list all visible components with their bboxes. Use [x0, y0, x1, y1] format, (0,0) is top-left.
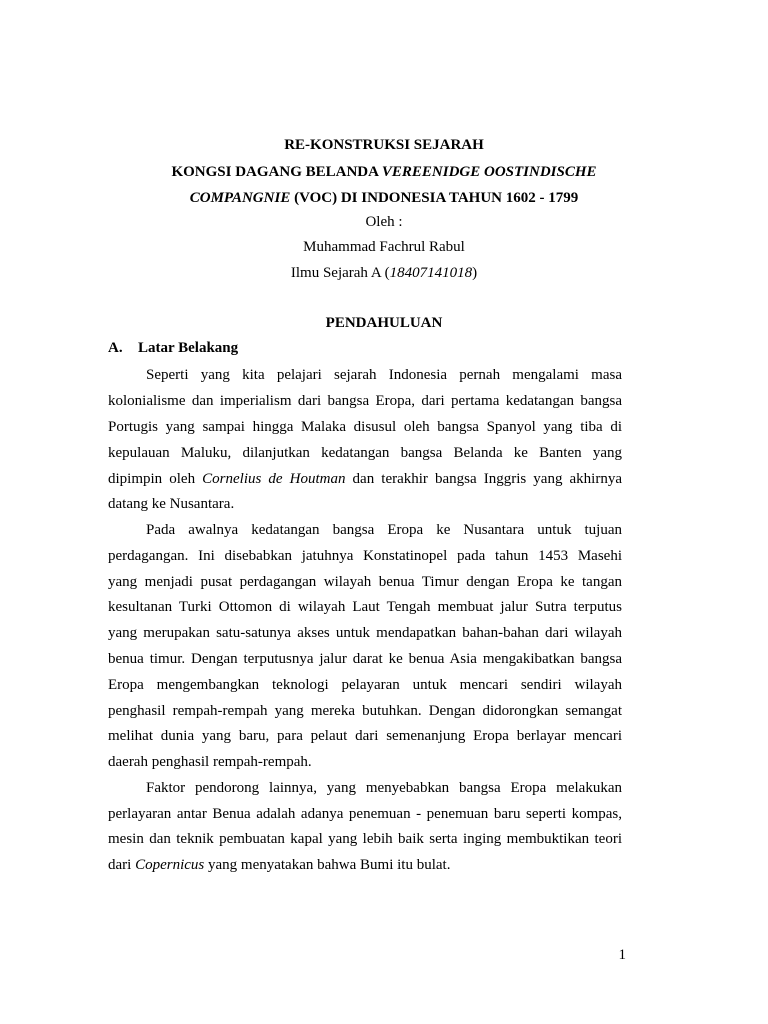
title-line-2 — [0, 163, 768, 181]
title-text: (VOC) DI INDONESIA TAHUN 1602 - 1799 — [290, 190, 579, 206]
body-text: dan terakhir bangsa Inggris yang akhirnya — [345, 471, 622, 487]
program-line — [0, 264, 768, 282]
title-line-1 — [0, 136, 768, 154]
paragraph-1-line: kepulauan Maluku, dilanjutkan kedatangan bangsa Belanda ke Banten yang — [108, 445, 622, 461]
paragraph-1-line: Seperti yang kita pelajari sejarah Indonesia pernah mengalami masa — [146, 367, 622, 383]
paragraph-2-line: penghasil rempah-rempah yang mereka butuhkan. Dengan didorongkan semangat — [108, 703, 622, 719]
title-text: RE-KONSTRUKSI SEJARAH — [284, 137, 484, 153]
paragraph-2-line: yang merupakan satu-satunya akses untuk mendapatkan bahan-bahan dari wilayah — [108, 625, 622, 641]
italic-name: Copernicus — [135, 857, 205, 873]
body-text: yang menyatakan bahwa Bumi itu bulat. — [204, 857, 451, 873]
paragraph-1-line — [108, 470, 622, 488]
paragraph-1-line: Portugis yang sampai hingga Malaka disusul oleh bangsa Spanyol yang tiba di — [108, 419, 622, 435]
paragraph-3-line: Faktor pendorong lainnya, yang menyebabkan bangsa Eropa melakukan — [146, 780, 622, 796]
title-italic-text: VEREENIDGE OOSTINDISCHE — [381, 164, 597, 180]
body-text: dari — [108, 857, 136, 873]
paragraph-1-line: kolonialisme dan imperialism dari bangsa Eropa, dari pertama kedatangan bangsa — [108, 393, 622, 409]
paragraph-2-line: Eropa mengembangkan teknologi pelayaran untuk mencari sendiri wilayah — [108, 677, 622, 693]
author-name — [0, 238, 768, 256]
subsection-number: A. — [108, 340, 123, 356]
subsection-title: Latar Belakang — [138, 340, 239, 356]
student-id: 18407141018 — [389, 265, 473, 281]
title-text: KONGSI DAGANG BELANDA — [171, 164, 382, 180]
paragraph-3-line — [108, 856, 622, 874]
paragraph-3-line: perlayaran antar Benua adalah adanya penemuan - penemuan baru seperti kompas, — [108, 806, 622, 822]
byline-label-text: Oleh : — [365, 214, 403, 230]
title-line-3 — [0, 189, 768, 207]
paragraph-2-line: daerah penghasil rempah-rempah. — [108, 754, 312, 770]
paragraph-2-line: benua timur. Dengan terputusnya jalur darat ke benua Asia mengakibatkan bangsa — [108, 651, 622, 667]
section-title-text: PENDAHULUAN — [325, 315, 443, 331]
paragraph-2-line: perdagangan. Ini disebabkan jatuhnya Konstatinopel pada tahun 1453 Masehi — [108, 548, 622, 564]
italic-name: Cornelius de Houtman — [202, 471, 346, 487]
paragraph-3-line: mesin dan teknik pembuatan kapal yang lebih baik serta inging membuktikan teori — [108, 831, 622, 847]
title-italic-text: COMPANGNIE — [189, 190, 291, 206]
section-title — [0, 314, 768, 332]
paragraph-2-line: yang menjadi pusat perdagangan wilayah benua Timur dengan Eropa ke tangan — [108, 574, 622, 590]
author-text: Muhammad Fachrul Rabul — [303, 239, 465, 255]
byline-label — [0, 213, 768, 231]
paragraph-2-line: melihat dunia yang baru, para pelaut dari semenanjung Eropa berlayar mencari — [108, 728, 622, 744]
page-number: 1 — [618, 947, 626, 963]
paragraph-1-line: datang ke Nusantara. — [108, 496, 235, 512]
subsection-heading — [108, 339, 238, 357]
program-text: Ilmu Sejarah A ( — [290, 265, 390, 281]
program-text: ) — [472, 265, 478, 281]
body-text: dipimpin oleh — [108, 471, 203, 487]
paragraph-2-line: Pada awalnya kedatangan bangsa Eropa ke Nusantara untuk tujuan — [146, 522, 622, 538]
paragraph-2-line: kesultanan Turki Ottomon di wilayah Laut Tengah membuat jalur Sutra terputus — [108, 599, 622, 615]
